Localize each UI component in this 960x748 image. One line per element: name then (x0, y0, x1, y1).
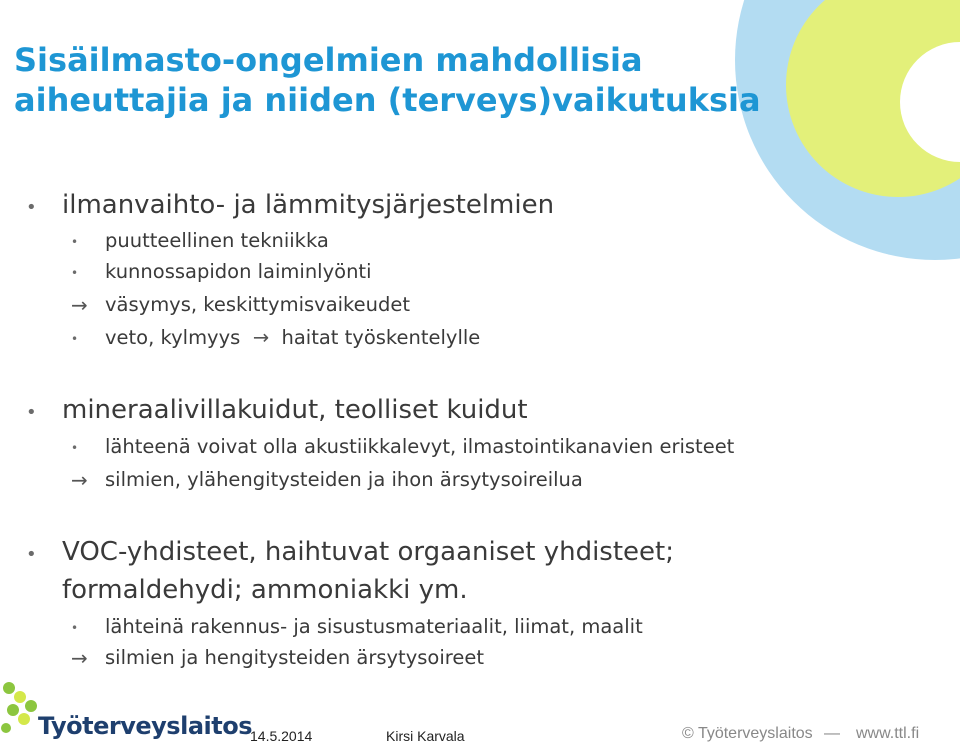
bullet-icon: • (26, 544, 37, 565)
arrow-right-icon: → (71, 293, 88, 317)
footer-separator: — (824, 725, 840, 742)
section-heading-3: • VOC-yhdisteet, haihtuvat orgaaniset yhdisteet; (62, 535, 674, 569)
bullet-icon: • (71, 441, 79, 455)
list-item: → silmien ja hengitysteiden ärsytysoireet (71, 646, 484, 670)
bullet-icon: • (71, 266, 79, 280)
bullet-icon: • (71, 235, 79, 249)
section-heading-2: • mineraalivillakuidut, teolliset kuidut (62, 393, 528, 427)
footer-copyright: © Työterveyslaitos (682, 725, 813, 742)
list-item: • veto, kylmyys → haitat työskentelylle (105, 325, 480, 351)
list-item: • lähteenä voivat olla akustiikkalevyt, ilmastointikanavien eristeet (105, 434, 734, 460)
footer-website: www.ttl.fi (856, 725, 920, 742)
list-item: • puutteellinen tekniikka (105, 228, 329, 254)
logo-text: Työterveyslaitos (38, 712, 252, 740)
list-item: → silmien, ylähengitysteiden ja ihon ärsytysoireilua (71, 468, 583, 492)
footer-author: Kirsi Karvala (386, 728, 465, 744)
bullet-icon: • (26, 197, 37, 218)
section-heading-3-continued: formaldehydi; ammoniakki ym. (62, 575, 468, 605)
footer-date: 14.5.2014 (250, 728, 313, 744)
arrow-right-icon: → (71, 646, 88, 670)
arrow-right-icon: → (246, 326, 276, 349)
list-item: • lähteinä rakennus- ja sisustusmateriaalit, liimat, maalit (105, 614, 643, 640)
list-item: • kunnossapidon laiminlyönti (105, 259, 372, 285)
bullet-icon: • (71, 621, 79, 635)
footer (0, 712, 960, 748)
title-line-1: Sisäilmasto-ongelmien mahdollisia (14, 41, 643, 79)
arrow-right-icon: → (71, 468, 88, 492)
section-heading-1: • ilmanvaihto- ja lämmitysjärjestelmien (62, 188, 554, 222)
logo-dot (25, 700, 37, 712)
bullet-icon: • (71, 332, 79, 346)
title-line-2: aiheuttajia ja niiden (terveys)vaikutuksia (14, 81, 761, 119)
bullet-icon: • (26, 402, 37, 423)
logo-dot (3, 682, 15, 694)
logo-dot (14, 691, 26, 703)
list-item: → väsymys, keskittymisvaikeudet (71, 293, 411, 317)
